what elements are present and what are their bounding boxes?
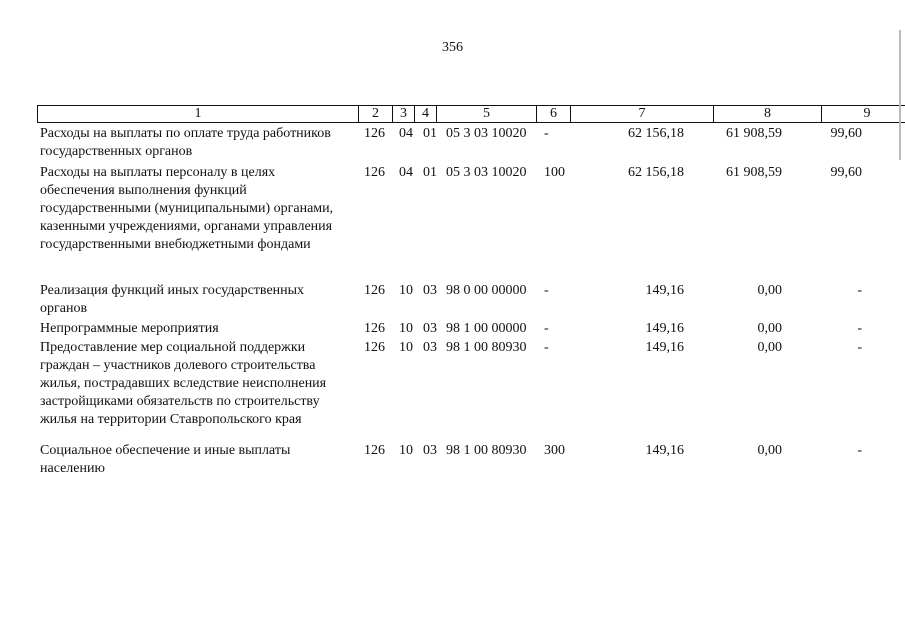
row-pr: 03 bbox=[423, 283, 437, 298]
row-grp: 126 bbox=[364, 165, 385, 180]
column-header: 2 bbox=[359, 106, 393, 122]
row-rz: 10 bbox=[399, 283, 413, 298]
column-header: 9 bbox=[863, 106, 871, 121]
row-pr: 01 bbox=[423, 165, 437, 180]
row-vr: - bbox=[544, 321, 549, 336]
row-grp: 126 bbox=[364, 340, 385, 355]
row-grp: 126 bbox=[364, 283, 385, 298]
row-csr: 05 3 03 10020 bbox=[446, 165, 527, 180]
row-name: Предоставление мер социальной поддержки граждан – участников долевого строительства жилья, пострадавших вследствие неисполнения застройщиками обязательств по строительству жилья на территории Ставропольского края bbox=[40, 340, 327, 427]
row-plan: 149,16 bbox=[645, 340, 684, 355]
column-header: 8 bbox=[714, 106, 822, 122]
row-name: Социальное обеспечение и иные выплаты населению bbox=[40, 443, 291, 476]
row-fact: 0,00 bbox=[757, 443, 782, 458]
page-number: 356 bbox=[442, 40, 463, 55]
table-header bbox=[37, 105, 905, 123]
row-name: Расходы на выплаты по оплате труда работников государственных органов bbox=[40, 126, 331, 159]
row-rz: 10 bbox=[399, 340, 413, 355]
row-vr: - bbox=[544, 283, 549, 298]
row-plan: 149,16 bbox=[645, 443, 684, 458]
scan-edge-mark bbox=[899, 30, 901, 160]
column-header: 4 bbox=[415, 106, 437, 122]
row-grp: 126 bbox=[364, 321, 385, 336]
column-header: 1 bbox=[38, 106, 359, 122]
row-vr: 100 bbox=[544, 165, 565, 180]
row-fact: 0,00 bbox=[757, 340, 782, 355]
row-csr: 98 1 00 80930 bbox=[446, 340, 527, 355]
row-fact: 0,00 bbox=[757, 283, 782, 298]
row-fact: 61 908,59 bbox=[726, 126, 782, 141]
column-header: 6 bbox=[537, 106, 571, 122]
row-rz: 10 bbox=[399, 321, 413, 336]
row-pr: 03 bbox=[423, 443, 437, 458]
row-rz: 04 bbox=[399, 126, 413, 141]
row-csr: 05 3 03 10020 bbox=[446, 126, 527, 141]
row-plan: 149,16 bbox=[645, 321, 684, 336]
row-pct: - bbox=[857, 321, 862, 336]
row-vr: 300 bbox=[544, 443, 565, 458]
column-header: 5 bbox=[437, 106, 537, 122]
row-fact: 0,00 bbox=[757, 321, 782, 336]
row-rz: 04 bbox=[399, 165, 413, 180]
row-pr: 03 bbox=[423, 321, 437, 336]
row-pct: - bbox=[857, 340, 862, 355]
row-csr: 98 0 00 00000 bbox=[446, 283, 527, 298]
column-header: 3 bbox=[393, 106, 415, 122]
row-pr: 01 bbox=[423, 126, 437, 141]
column-header: 7 bbox=[571, 106, 714, 122]
row-csr: 98 1 00 00000 bbox=[446, 321, 527, 336]
row-vr: - bbox=[544, 126, 549, 141]
row-pct: - bbox=[857, 283, 862, 298]
row-pct: 99,60 bbox=[830, 165, 862, 180]
row-csr: 98 1 00 80930 bbox=[446, 443, 527, 458]
row-pct: 99,60 bbox=[830, 126, 862, 141]
row-grp: 126 bbox=[364, 126, 385, 141]
row-grp: 126 bbox=[364, 443, 385, 458]
row-plan: 149,16 bbox=[645, 283, 684, 298]
row-pr: 03 bbox=[423, 340, 437, 355]
row-name: Реализация функций иных государственных органов bbox=[40, 283, 305, 316]
row-plan: 62 156,18 bbox=[628, 126, 684, 141]
row-fact: 61 908,59 bbox=[726, 165, 782, 180]
row-name: Непрограммные мероприятия bbox=[40, 321, 219, 336]
row-name: Расходы на выплаты персоналу в целях обеспечения выполнения функций государственными (муниципальными) органами, казенными учреждениями, органами управления государственными внебюджетными фондами bbox=[40, 165, 334, 252]
row-vr: - bbox=[544, 340, 549, 355]
row-plan: 62 156,18 bbox=[628, 165, 684, 180]
row-rz: 10 bbox=[399, 443, 413, 458]
row-pct: - bbox=[857, 443, 862, 458]
